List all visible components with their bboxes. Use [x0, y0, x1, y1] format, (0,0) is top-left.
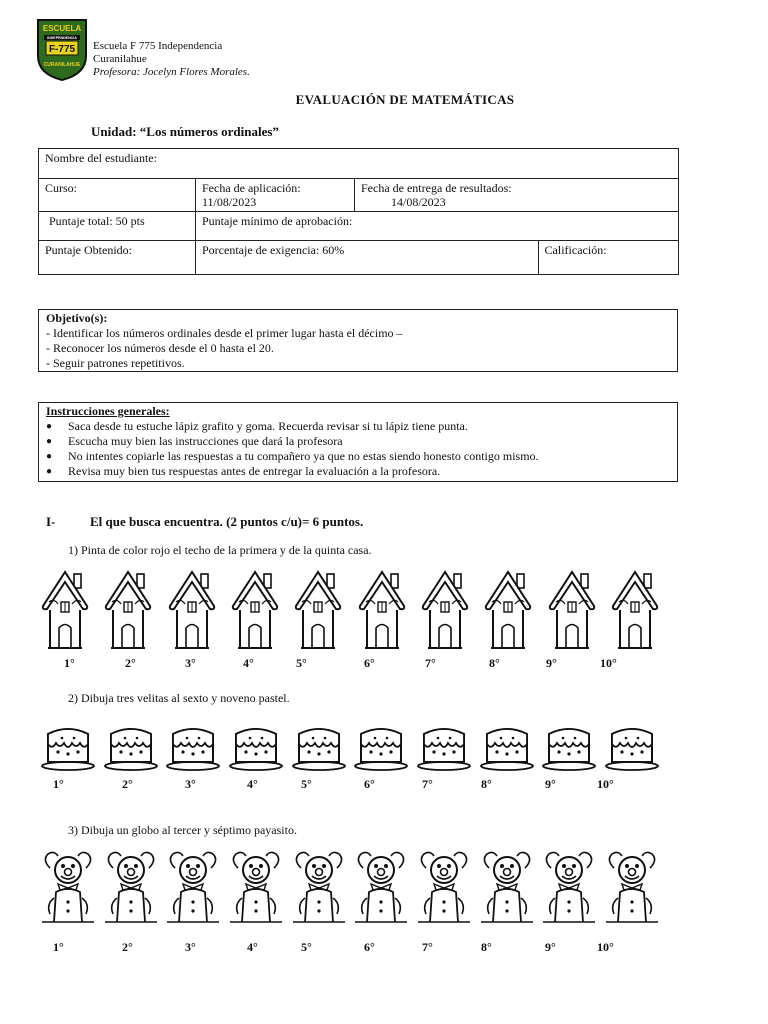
- bullet-icon: ●: [46, 451, 53, 462]
- ordinal-label: 10°: [600, 656, 617, 670]
- svg-text:ESCUELA: ESCUELA: [42, 24, 82, 33]
- cake-picture[interactable]: [103, 716, 159, 772]
- ordinal-label: 6°: [364, 656, 375, 670]
- cakes-row: [40, 716, 660, 772]
- house-picture[interactable]: [420, 568, 470, 654]
- cake-picture[interactable]: [228, 716, 284, 772]
- school-info: [93, 40, 250, 79]
- ordinal-label: 10°: [597, 777, 614, 791]
- ordinal-label: 1°: [53, 940, 64, 954]
- ordinal-label: 9°: [546, 656, 557, 670]
- cake-picture[interactable]: [40, 716, 96, 772]
- house-picture[interactable]: [230, 568, 280, 654]
- bullet-icon: ●: [46, 436, 53, 447]
- bullet-icon: ●: [46, 421, 53, 432]
- objective-item: - Reconocer los números desde el 0 hasta el 20.: [46, 341, 274, 355]
- school-name: Escuela F 775 Independencia: [93, 40, 223, 52]
- ordinal-label: 7°: [425, 656, 436, 670]
- student-name-cell[interactable]: Nombre del estudiante:: [39, 149, 679, 179]
- objectives-box: [38, 309, 678, 372]
- objective-item: - Seguir patrones repetitivos.: [46, 356, 185, 370]
- clowns-row: [40, 848, 660, 924]
- ordinal-label: 4°: [247, 940, 258, 954]
- ordinal-label: 2°: [122, 940, 133, 954]
- grade-cell[interactable]: Calificación:: [538, 241, 678, 275]
- clown-picture[interactable]: [40, 848, 96, 924]
- ordinal-label: 3°: [185, 777, 196, 791]
- house-picture[interactable]: [610, 568, 660, 654]
- cake-picture[interactable]: [416, 716, 472, 772]
- clown-picture[interactable]: [103, 848, 159, 924]
- svg-text:F-775: F-775: [48, 44, 76, 55]
- objectives-heading: Objetivo(s):: [46, 311, 108, 325]
- house-picture[interactable]: [167, 568, 217, 654]
- ordinal-label: 10°: [597, 940, 614, 954]
- cake-picture[interactable]: [353, 716, 409, 772]
- clown-picture[interactable]: [291, 848, 347, 924]
- requirement-cell: Porcentaje de exigencia: 60%: [196, 241, 539, 275]
- cake-picture[interactable]: [479, 716, 535, 772]
- unit-title: Unidad: “Los números ordinales”: [91, 124, 279, 139]
- houses-row: [40, 568, 660, 654]
- ordinal-label: 9°: [545, 940, 556, 954]
- ordinal-label: 4°: [243, 656, 254, 670]
- ordinal-label: 7°: [422, 940, 433, 954]
- ordinal-label: 5°: [296, 656, 307, 670]
- total-score-cell: Puntaje total: 50 pts: [39, 212, 196, 241]
- delivery-date-cell: Fecha de entrega de resultados: 14/08/2023: [355, 179, 679, 212]
- ordinal-label: 5°: [301, 777, 312, 791]
- house-picture[interactable]: [103, 568, 153, 654]
- instructions-box: [38, 402, 678, 482]
- cake-picture[interactable]: [541, 716, 597, 772]
- page-title: EVALUACIÓN DE MATEMÁTICAS: [295, 92, 515, 107]
- instruction-item: ● Saca desde tu estuche lápiz grafito y goma. Recuerda revisar si tu lápiz tiene punta.: [46, 419, 468, 433]
- instruction-item: ● Escucha muy bien las instrucciones que dará la profesora: [46, 434, 343, 448]
- instructions-heading: Instrucciones generales:: [46, 404, 170, 418]
- student-info-table: [38, 148, 679, 275]
- ordinal-label: 6°: [364, 940, 375, 954]
- min-score-cell[interactable]: Puntaje mínimo de aprobación:: [196, 212, 679, 241]
- clown-picture[interactable]: [541, 848, 597, 924]
- clown-picture[interactable]: [479, 848, 535, 924]
- bullet-icon: ●: [46, 466, 53, 477]
- ordinal-label: 6°: [364, 777, 375, 791]
- ordinal-label: 3°: [185, 656, 196, 670]
- ordinal-label: 1°: [53, 777, 64, 791]
- ordinal-label: 9°: [545, 777, 556, 791]
- ordinal-label: 7°: [422, 777, 433, 791]
- clown-picture[interactable]: [228, 848, 284, 924]
- house-picture[interactable]: [40, 568, 90, 654]
- ordinal-label: 8°: [489, 656, 500, 670]
- clown-picture[interactable]: [416, 848, 472, 924]
- house-picture[interactable]: [357, 568, 407, 654]
- course-cell[interactable]: Curso:: [39, 179, 196, 212]
- ordinal-label: 8°: [481, 940, 492, 954]
- clown-picture[interactable]: [353, 848, 409, 924]
- ordinal-label: 4°: [247, 777, 258, 791]
- ordinal-label: 2°: [125, 656, 136, 670]
- question-3: 3) Dibuja un globo al tercer y séptimo payasito.: [68, 823, 297, 837]
- ordinal-label: 8°: [481, 777, 492, 791]
- section-heading: I- El que busca encuentra. (2 puntos c/u)= 6 puntos.: [46, 514, 364, 529]
- instruction-item: ● Revisa muy bien tus respuestas antes de entregar la evaluación a la profesora.: [46, 464, 441, 478]
- ordinal-label: 1°: [64, 656, 75, 670]
- ordinal-label: 3°: [185, 940, 196, 954]
- question-2: 2) Dibuja tres velitas al sexto y noveno pastel.: [68, 691, 290, 705]
- instruction-item: ● No intentes copiarle las respuestas a tu compañero ya que no estas siendo honesto contigo mismo.: [46, 449, 539, 463]
- objective-item: - Identificar los números ordinales desde el primer lugar hasta el décimo –: [46, 326, 403, 340]
- application-date-cell: Fecha de aplicación: 11/08/2023: [196, 179, 355, 212]
- ordinal-label: 2°: [122, 777, 133, 791]
- clown-picture[interactable]: [604, 848, 660, 924]
- clown-picture[interactable]: [165, 848, 221, 924]
- svg-text:INDEPENDENCIA: INDEPENDENCIA: [47, 36, 77, 40]
- school-city: Curanilahue: [93, 53, 147, 65]
- cake-picture[interactable]: [604, 716, 660, 772]
- teacher-name: Profesora: Jocelyn Flores Morales.: [93, 66, 250, 78]
- house-picture[interactable]: [547, 568, 597, 654]
- cake-picture[interactable]: [291, 716, 347, 772]
- house-picture[interactable]: [293, 568, 343, 654]
- obtained-score-cell[interactable]: Puntaje Obtenido:: [39, 241, 196, 275]
- school-logo: [34, 16, 90, 82]
- cake-picture[interactable]: [165, 716, 221, 772]
- ordinal-label: 5°: [301, 940, 312, 954]
- question-1: 1) Pinta de color rojo el techo de la primera y de la quinta casa.: [68, 543, 372, 557]
- svg-text:CURANILAHUE: CURANILAHUE: [43, 62, 81, 68]
- house-picture[interactable]: [483, 568, 533, 654]
